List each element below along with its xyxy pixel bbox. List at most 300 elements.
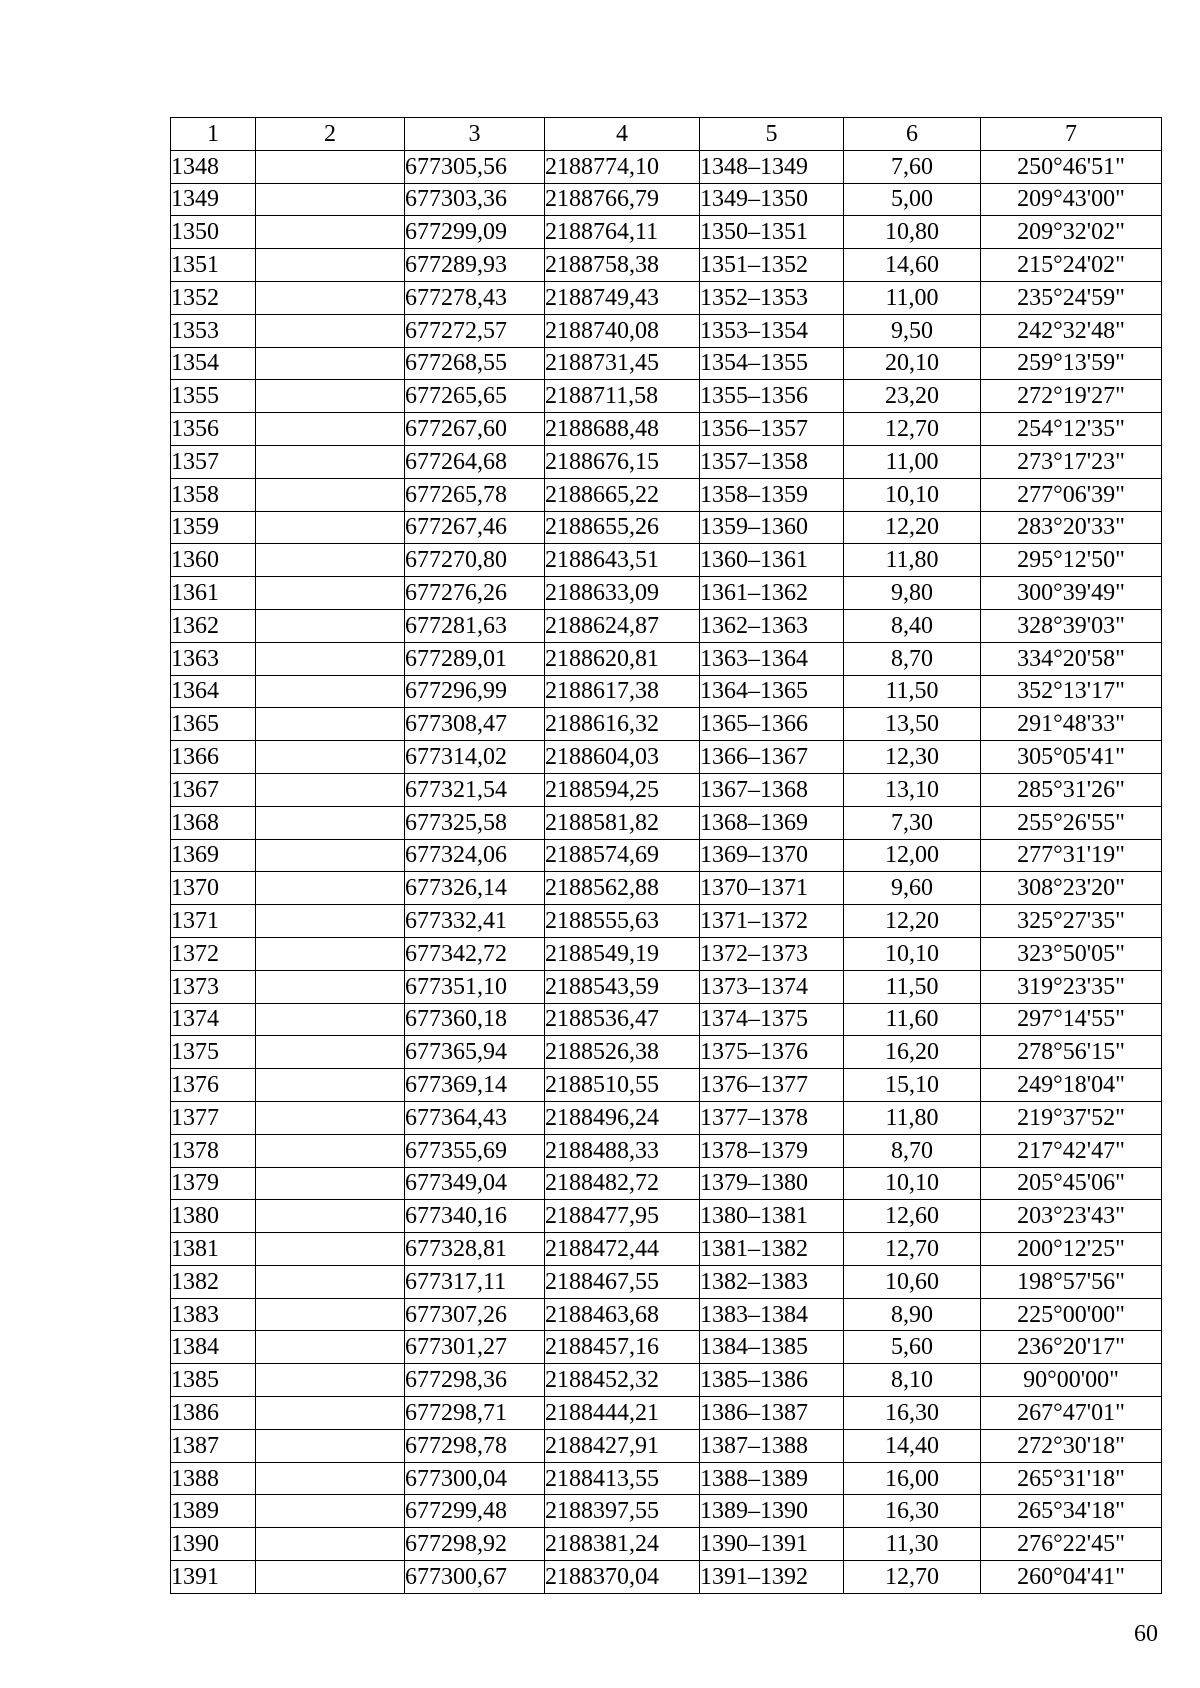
table-row bbox=[171, 773, 1162, 806]
cell-point-number: 1363 bbox=[171, 642, 256, 675]
cell-point-number: 1383 bbox=[171, 1298, 256, 1331]
cell-distance: 11,50 bbox=[844, 970, 981, 1003]
cell-point-designation bbox=[256, 1003, 405, 1036]
cell-point-designation bbox=[256, 445, 405, 478]
cell-segment: 1363–1364 bbox=[700, 642, 844, 675]
cell-bearing: 235°24'59" bbox=[981, 281, 1162, 314]
cell-point-number: 1388 bbox=[171, 1462, 256, 1495]
table-row bbox=[171, 380, 1162, 413]
cell-bearing: 352°13'17" bbox=[981, 675, 1162, 708]
cell-point-number: 1379 bbox=[171, 1167, 256, 1200]
cell-segment: 1356–1357 bbox=[700, 413, 844, 446]
cell-bearing: 272°30'18" bbox=[981, 1429, 1162, 1462]
cell-segment: 1378–1379 bbox=[700, 1134, 844, 1167]
cell-coordinate-y: 2188616,32 bbox=[545, 708, 700, 741]
cell-bearing: 265°31'18" bbox=[981, 1462, 1162, 1495]
cell-point-number: 1360 bbox=[171, 544, 256, 577]
cell-bearing: 215°24'02" bbox=[981, 249, 1162, 282]
cell-bearing: 90°00'00" bbox=[981, 1364, 1162, 1397]
cell-segment: 1368–1369 bbox=[700, 806, 844, 839]
cell-segment: 1371–1372 bbox=[700, 905, 844, 938]
table-row bbox=[171, 150, 1162, 183]
cell-bearing: 249°18'04" bbox=[981, 1069, 1162, 1102]
cell-point-designation bbox=[256, 1429, 405, 1462]
table-row bbox=[171, 314, 1162, 347]
cell-coordinate-y: 2188488,33 bbox=[545, 1134, 700, 1167]
cell-coordinate-y: 2188749,43 bbox=[545, 281, 700, 314]
table-row bbox=[171, 1462, 1162, 1495]
table-body bbox=[171, 150, 1162, 1593]
cell-bearing: 205°45'06" bbox=[981, 1167, 1162, 1200]
cell-coordinate-x: 677268,55 bbox=[405, 347, 545, 380]
cell-point-designation bbox=[256, 872, 405, 905]
cell-coordinate-x: 677340,16 bbox=[405, 1200, 545, 1233]
cell-coordinate-x: 677317,11 bbox=[405, 1265, 545, 1298]
table-row bbox=[171, 937, 1162, 970]
cell-point-number: 1357 bbox=[171, 445, 256, 478]
cell-point-designation bbox=[256, 183, 405, 216]
table-row bbox=[171, 905, 1162, 938]
cell-coordinate-y: 2188655,26 bbox=[545, 511, 700, 544]
cell-segment: 1349–1350 bbox=[700, 183, 844, 216]
cell-coordinate-y: 2188413,55 bbox=[545, 1462, 700, 1495]
cell-coordinate-y: 2188381,24 bbox=[545, 1528, 700, 1561]
cell-point-number: 1356 bbox=[171, 413, 256, 446]
cell-point-number: 1354 bbox=[171, 347, 256, 380]
cell-bearing: 225°00'00" bbox=[981, 1298, 1162, 1331]
table-row bbox=[171, 413, 1162, 446]
cell-point-number: 1370 bbox=[171, 872, 256, 905]
table-row bbox=[171, 577, 1162, 610]
cell-coordinate-y: 2188482,72 bbox=[545, 1167, 700, 1200]
table-row bbox=[171, 1101, 1162, 1134]
cell-coordinate-x: 677332,41 bbox=[405, 905, 545, 938]
cell-segment: 1354–1355 bbox=[700, 347, 844, 380]
cell-coordinate-y: 2188617,38 bbox=[545, 675, 700, 708]
cell-coordinate-y: 2188510,55 bbox=[545, 1069, 700, 1102]
cell-point-number: 1349 bbox=[171, 183, 256, 216]
cell-coordinate-y: 2188764,11 bbox=[545, 216, 700, 249]
cell-distance: 13,50 bbox=[844, 708, 981, 741]
cell-segment: 1391–1392 bbox=[700, 1561, 844, 1594]
cell-coordinate-x: 677360,18 bbox=[405, 1003, 545, 1036]
cell-distance: 11,30 bbox=[844, 1528, 981, 1561]
table-row bbox=[171, 642, 1162, 675]
cell-segment: 1348–1349 bbox=[700, 150, 844, 183]
cell-distance: 7,60 bbox=[844, 150, 981, 183]
cell-segment: 1377–1378 bbox=[700, 1101, 844, 1134]
cell-point-number: 1386 bbox=[171, 1397, 256, 1430]
cell-coordinate-y: 2188397,55 bbox=[545, 1495, 700, 1528]
cell-point-number: 1359 bbox=[171, 511, 256, 544]
cell-bearing: 265°34'18" bbox=[981, 1495, 1162, 1528]
cell-distance: 13,10 bbox=[844, 773, 981, 806]
cell-point-designation bbox=[256, 741, 405, 774]
table-row bbox=[171, 1167, 1162, 1200]
cell-point-designation bbox=[256, 577, 405, 610]
cell-point-designation bbox=[256, 609, 405, 642]
table-row bbox=[171, 741, 1162, 774]
cell-point-number: 1361 bbox=[171, 577, 256, 610]
cell-distance: 16,30 bbox=[844, 1397, 981, 1430]
cell-point-number: 1382 bbox=[171, 1265, 256, 1298]
table-row bbox=[171, 1561, 1162, 1594]
cell-segment: 1372–1373 bbox=[700, 937, 844, 970]
column-header-7: 7 bbox=[981, 118, 1162, 151]
cell-coordinate-y: 2188594,25 bbox=[545, 773, 700, 806]
table-row bbox=[171, 675, 1162, 708]
coordinates-table bbox=[170, 117, 1162, 1594]
cell-bearing: 209°32'02" bbox=[981, 216, 1162, 249]
cell-coordinate-x: 677326,14 bbox=[405, 872, 545, 905]
cell-distance: 11,50 bbox=[844, 675, 981, 708]
cell-point-designation bbox=[256, 478, 405, 511]
cell-point-designation bbox=[256, 642, 405, 675]
cell-point-designation bbox=[256, 806, 405, 839]
cell-coordinate-x: 677369,14 bbox=[405, 1069, 545, 1102]
cell-segment: 1384–1385 bbox=[700, 1331, 844, 1364]
cell-segment: 1352–1353 bbox=[700, 281, 844, 314]
cell-bearing: 203°23'43" bbox=[981, 1200, 1162, 1233]
cell-segment: 1365–1366 bbox=[700, 708, 844, 741]
cell-point-number: 1367 bbox=[171, 773, 256, 806]
table-row bbox=[171, 1298, 1162, 1331]
cell-bearing: 198°57'56" bbox=[981, 1265, 1162, 1298]
cell-distance: 14,40 bbox=[844, 1429, 981, 1462]
cell-point-designation bbox=[256, 1397, 405, 1430]
cell-coordinate-y: 2188711,58 bbox=[545, 380, 700, 413]
cell-coordinate-x: 677298,36 bbox=[405, 1364, 545, 1397]
cell-point-number: 1350 bbox=[171, 216, 256, 249]
cell-coordinate-x: 677307,26 bbox=[405, 1298, 545, 1331]
cell-point-designation bbox=[256, 905, 405, 938]
cell-segment: 1373–1374 bbox=[700, 970, 844, 1003]
cell-point-designation bbox=[256, 839, 405, 872]
cell-distance: 11,80 bbox=[844, 1101, 981, 1134]
cell-segment: 1387–1388 bbox=[700, 1429, 844, 1462]
cell-coordinate-y: 2188467,55 bbox=[545, 1265, 700, 1298]
cell-coordinate-x: 677265,65 bbox=[405, 380, 545, 413]
cell-point-number: 1366 bbox=[171, 741, 256, 774]
cell-distance: 12,30 bbox=[844, 741, 981, 774]
cell-bearing: 295°12'50" bbox=[981, 544, 1162, 577]
cell-coordinate-x: 677355,69 bbox=[405, 1134, 545, 1167]
table-row bbox=[171, 1397, 1162, 1430]
cell-point-designation bbox=[256, 544, 405, 577]
cell-coordinate-y: 2188758,38 bbox=[545, 249, 700, 282]
cell-segment: 1388–1389 bbox=[700, 1462, 844, 1495]
cell-bearing: 334°20'58" bbox=[981, 642, 1162, 675]
cell-coordinate-y: 2188581,82 bbox=[545, 806, 700, 839]
cell-point-designation bbox=[256, 1495, 405, 1528]
cell-distance: 12,20 bbox=[844, 511, 981, 544]
cell-coordinate-x: 677300,67 bbox=[405, 1561, 545, 1594]
cell-bearing: 319°23'35" bbox=[981, 970, 1162, 1003]
cell-point-designation bbox=[256, 1364, 405, 1397]
cell-distance: 12,70 bbox=[844, 413, 981, 446]
cell-point-designation bbox=[256, 970, 405, 1003]
cell-bearing: 285°31'26" bbox=[981, 773, 1162, 806]
cell-coordinate-x: 677289,01 bbox=[405, 642, 545, 675]
cell-point-number: 1365 bbox=[171, 708, 256, 741]
cell-segment: 1386–1387 bbox=[700, 1397, 844, 1430]
cell-coordinate-y: 2188536,47 bbox=[545, 1003, 700, 1036]
cell-point-designation bbox=[256, 413, 405, 446]
cell-coordinate-x: 677270,80 bbox=[405, 544, 545, 577]
cell-distance: 8,70 bbox=[844, 642, 981, 675]
cell-coordinate-y: 2188452,32 bbox=[545, 1364, 700, 1397]
cell-segment: 1366–1367 bbox=[700, 741, 844, 774]
cell-point-number: 1377 bbox=[171, 1101, 256, 1134]
cell-bearing: 325°27'35" bbox=[981, 905, 1162, 938]
table-row bbox=[171, 839, 1162, 872]
cell-distance: 10,10 bbox=[844, 937, 981, 970]
cell-segment: 1358–1359 bbox=[700, 478, 844, 511]
cell-coordinate-y: 2188549,19 bbox=[545, 937, 700, 970]
cell-segment: 1370–1371 bbox=[700, 872, 844, 905]
cell-point-number: 1372 bbox=[171, 937, 256, 970]
cell-bearing: 291°48'33" bbox=[981, 708, 1162, 741]
cell-point-number: 1358 bbox=[171, 478, 256, 511]
cell-point-number: 1378 bbox=[171, 1134, 256, 1167]
cell-coordinate-y: 2188543,59 bbox=[545, 970, 700, 1003]
cell-point-designation bbox=[256, 150, 405, 183]
cell-point-designation bbox=[256, 675, 405, 708]
cell-coordinate-y: 2188620,81 bbox=[545, 642, 700, 675]
cell-distance: 8,40 bbox=[844, 609, 981, 642]
table-row bbox=[171, 1495, 1162, 1528]
cell-coordinate-x: 677365,94 bbox=[405, 1036, 545, 1069]
cell-segment: 1353–1354 bbox=[700, 314, 844, 347]
cell-distance: 5,00 bbox=[844, 183, 981, 216]
cell-coordinate-x: 677298,78 bbox=[405, 1429, 545, 1462]
cell-distance: 12,20 bbox=[844, 905, 981, 938]
cell-coordinate-x: 677298,92 bbox=[405, 1528, 545, 1561]
cell-point-designation bbox=[256, 1265, 405, 1298]
cell-segment: 1389–1390 bbox=[700, 1495, 844, 1528]
cell-point-designation bbox=[256, 937, 405, 970]
cell-point-number: 1389 bbox=[171, 1495, 256, 1528]
cell-point-designation bbox=[256, 1101, 405, 1134]
cell-distance: 11,00 bbox=[844, 445, 981, 478]
cell-point-number: 1376 bbox=[171, 1069, 256, 1102]
cell-segment: 1375–1376 bbox=[700, 1036, 844, 1069]
cell-bearing: 300°39'49" bbox=[981, 577, 1162, 610]
cell-point-designation bbox=[256, 1298, 405, 1331]
cell-coordinate-y: 2188463,68 bbox=[545, 1298, 700, 1331]
cell-bearing: 259°13'59" bbox=[981, 347, 1162, 380]
table-row bbox=[171, 970, 1162, 1003]
cell-point-number: 1373 bbox=[171, 970, 256, 1003]
table-header-row bbox=[171, 118, 1162, 151]
table-row bbox=[171, 1233, 1162, 1266]
table-row bbox=[171, 872, 1162, 905]
cell-distance: 9,60 bbox=[844, 872, 981, 905]
cell-distance: 7,30 bbox=[844, 806, 981, 839]
cell-coordinate-y: 2188624,87 bbox=[545, 609, 700, 642]
cell-distance: 14,60 bbox=[844, 249, 981, 282]
cell-segment: 1350–1351 bbox=[700, 216, 844, 249]
cell-distance: 10,10 bbox=[844, 1167, 981, 1200]
table-row bbox=[171, 347, 1162, 380]
cell-segment: 1361–1362 bbox=[700, 577, 844, 610]
table-row bbox=[171, 445, 1162, 478]
cell-bearing: 260°04'41" bbox=[981, 1561, 1162, 1594]
cell-point-number: 1391 bbox=[171, 1561, 256, 1594]
cell-segment: 1364–1365 bbox=[700, 675, 844, 708]
cell-coordinate-x: 677303,36 bbox=[405, 183, 545, 216]
cell-bearing: 217°42'47" bbox=[981, 1134, 1162, 1167]
cell-point-designation bbox=[256, 1134, 405, 1167]
cell-bearing: 236°20'17" bbox=[981, 1331, 1162, 1364]
cell-coordinate-y: 2188766,79 bbox=[545, 183, 700, 216]
cell-distance: 12,00 bbox=[844, 839, 981, 872]
cell-coordinate-y: 2188526,38 bbox=[545, 1036, 700, 1069]
cell-segment: 1382–1383 bbox=[700, 1265, 844, 1298]
cell-point-number: 1375 bbox=[171, 1036, 256, 1069]
cell-point-number: 1353 bbox=[171, 314, 256, 347]
cell-bearing: 305°05'41" bbox=[981, 741, 1162, 774]
cell-coordinate-x: 677300,04 bbox=[405, 1462, 545, 1495]
cell-distance: 16,30 bbox=[844, 1495, 981, 1528]
cell-coordinate-x: 677276,26 bbox=[405, 577, 545, 610]
table-row bbox=[171, 478, 1162, 511]
cell-point-designation bbox=[256, 1528, 405, 1561]
cell-distance: 11,60 bbox=[844, 1003, 981, 1036]
cell-point-designation bbox=[256, 708, 405, 741]
cell-coordinate-x: 677342,72 bbox=[405, 937, 545, 970]
cell-point-number: 1385 bbox=[171, 1364, 256, 1397]
cell-segment: 1390–1391 bbox=[700, 1528, 844, 1561]
cell-point-designation bbox=[256, 314, 405, 347]
cell-segment: 1360–1361 bbox=[700, 544, 844, 577]
cell-point-number: 1371 bbox=[171, 905, 256, 938]
cell-coordinate-y: 2188555,63 bbox=[545, 905, 700, 938]
table-row bbox=[171, 806, 1162, 839]
cell-bearing: 209°43'00" bbox=[981, 183, 1162, 216]
cell-point-number: 1364 bbox=[171, 675, 256, 708]
cell-point-designation bbox=[256, 1561, 405, 1594]
column-header-6: 6 bbox=[844, 118, 981, 151]
cell-point-designation bbox=[256, 511, 405, 544]
cell-point-designation bbox=[256, 347, 405, 380]
table-row bbox=[171, 1134, 1162, 1167]
cell-bearing: 267°47'01" bbox=[981, 1397, 1162, 1430]
cell-coordinate-y: 2188676,15 bbox=[545, 445, 700, 478]
cell-coordinate-y: 2188444,21 bbox=[545, 1397, 700, 1430]
cell-segment: 1357–1358 bbox=[700, 445, 844, 478]
cell-bearing: 250°46'51" bbox=[981, 150, 1162, 183]
cell-distance: 23,20 bbox=[844, 380, 981, 413]
cell-bearing: 242°32'48" bbox=[981, 314, 1162, 347]
cell-point-number: 1368 bbox=[171, 806, 256, 839]
cell-point-designation bbox=[256, 249, 405, 282]
cell-bearing: 219°37'52" bbox=[981, 1101, 1162, 1134]
cell-coordinate-x: 677299,48 bbox=[405, 1495, 545, 1528]
cell-coordinate-x: 677321,54 bbox=[405, 773, 545, 806]
cell-point-number: 1380 bbox=[171, 1200, 256, 1233]
cell-point-designation bbox=[256, 1462, 405, 1495]
table-row bbox=[171, 183, 1162, 216]
table-row bbox=[171, 609, 1162, 642]
table-row bbox=[171, 1036, 1162, 1069]
column-header-3: 3 bbox=[405, 118, 545, 151]
cell-segment: 1374–1375 bbox=[700, 1003, 844, 1036]
cell-segment: 1362–1363 bbox=[700, 609, 844, 642]
cell-coordinate-x: 677314,02 bbox=[405, 741, 545, 774]
cell-bearing: 283°20'33" bbox=[981, 511, 1162, 544]
cell-point-designation bbox=[256, 1331, 405, 1364]
cell-bearing: 278°56'15" bbox=[981, 1036, 1162, 1069]
cell-point-number: 1374 bbox=[171, 1003, 256, 1036]
cell-point-number: 1387 bbox=[171, 1429, 256, 1462]
cell-point-designation bbox=[256, 380, 405, 413]
cell-point-number: 1362 bbox=[171, 609, 256, 642]
cell-coordinate-x: 677281,63 bbox=[405, 609, 545, 642]
cell-distance: 12,70 bbox=[844, 1561, 981, 1594]
cell-coordinate-y: 2188688,48 bbox=[545, 413, 700, 446]
cell-distance: 15,10 bbox=[844, 1069, 981, 1102]
cell-distance: 10,10 bbox=[844, 478, 981, 511]
cell-segment: 1369–1370 bbox=[700, 839, 844, 872]
cell-coordinate-x: 677305,56 bbox=[405, 150, 545, 183]
table-row bbox=[171, 1364, 1162, 1397]
column-header-5: 5 bbox=[700, 118, 844, 151]
cell-distance: 12,70 bbox=[844, 1233, 981, 1266]
cell-coordinate-x: 677298,71 bbox=[405, 1397, 545, 1430]
cell-coordinate-y: 2188427,91 bbox=[545, 1429, 700, 1462]
page-number: 60 bbox=[1134, 1621, 1158, 1647]
cell-coordinate-x: 677324,06 bbox=[405, 839, 545, 872]
cell-coordinate-y: 2188457,16 bbox=[545, 1331, 700, 1364]
cell-coordinate-x: 677278,43 bbox=[405, 281, 545, 314]
table-row bbox=[171, 249, 1162, 282]
cell-distance: 11,00 bbox=[844, 281, 981, 314]
cell-coordinate-x: 677325,58 bbox=[405, 806, 545, 839]
table-row bbox=[171, 511, 1162, 544]
cell-distance: 9,50 bbox=[844, 314, 981, 347]
cell-segment: 1380–1381 bbox=[700, 1200, 844, 1233]
cell-coordinate-y: 2188604,03 bbox=[545, 741, 700, 774]
cell-bearing: 276°22'45" bbox=[981, 1528, 1162, 1561]
table-row bbox=[171, 708, 1162, 741]
cell-bearing: 323°50'05" bbox=[981, 937, 1162, 970]
cell-point-designation bbox=[256, 281, 405, 314]
cell-coordinate-x: 677265,78 bbox=[405, 478, 545, 511]
table-row bbox=[171, 1003, 1162, 1036]
cell-point-designation bbox=[256, 773, 405, 806]
cell-segment: 1381–1382 bbox=[700, 1233, 844, 1266]
cell-point-designation bbox=[256, 216, 405, 249]
cell-point-number: 1384 bbox=[171, 1331, 256, 1364]
cell-segment: 1376–1377 bbox=[700, 1069, 844, 1102]
cell-coordinate-x: 677328,81 bbox=[405, 1233, 545, 1266]
cell-point-number: 1390 bbox=[171, 1528, 256, 1561]
cell-coordinate-x: 677264,68 bbox=[405, 445, 545, 478]
cell-coordinate-y: 2188472,44 bbox=[545, 1233, 700, 1266]
cell-coordinate-y: 2188633,09 bbox=[545, 577, 700, 610]
cell-distance: 16,20 bbox=[844, 1036, 981, 1069]
cell-distance: 12,60 bbox=[844, 1200, 981, 1233]
cell-coordinate-x: 677299,09 bbox=[405, 216, 545, 249]
cell-distance: 9,80 bbox=[844, 577, 981, 610]
table-row bbox=[171, 1265, 1162, 1298]
cell-distance: 8,10 bbox=[844, 1364, 981, 1397]
cell-bearing: 277°31'19" bbox=[981, 839, 1162, 872]
cell-coordinate-y: 2188731,45 bbox=[545, 347, 700, 380]
cell-segment: 1351–1352 bbox=[700, 249, 844, 282]
cell-distance: 20,10 bbox=[844, 347, 981, 380]
